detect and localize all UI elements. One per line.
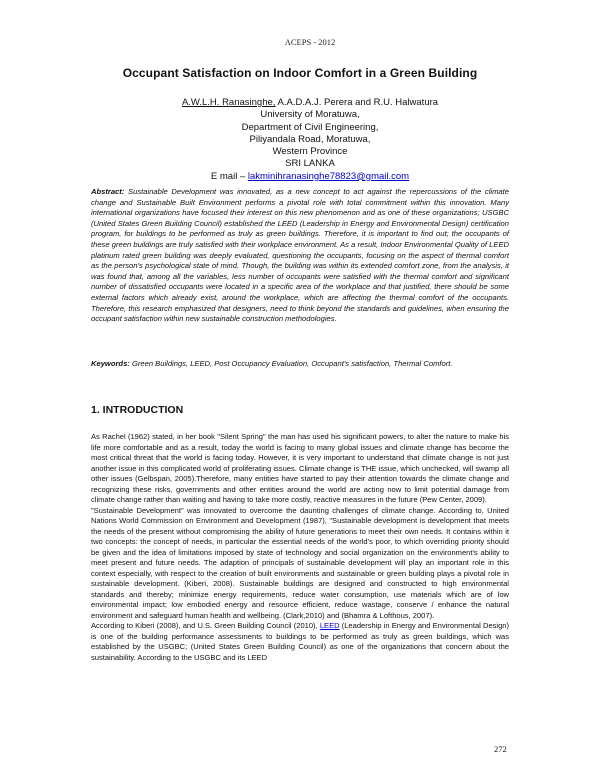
first-author: A.W.L.H. Ranasinghe, — [181, 97, 276, 108]
author-line — [20, 97, 600, 109]
keywords-label: Keywords: — [91, 359, 130, 368]
keywords-text: Green Buildings, LEED, Post Occupancy Evaluation, Occupant's satisfaction, Thermal Comfort. — [129, 359, 453, 368]
section-heading: 1. INTRODUCTION — [91, 404, 184, 416]
affiliation-line-2: Department of Civil Engineering, — [241, 121, 379, 133]
paragraph-3-start: According to Kiberi (2008), and U.S. Green Building Council (2010), — [91, 621, 320, 630]
paragraph-3 — [91, 621, 509, 663]
email-link[interactable]: lakminihranasinghe78823@gmail.com — [247, 170, 410, 182]
author-block — [0, 97, 600, 183]
leed-link[interactable]: LEED — [319, 621, 340, 630]
email-label: E mail – — [210, 170, 248, 182]
paragraph-2: "Sustainable Development" was innovated to overcome the daunting challenges of climate change. According to, United Nations World Commission on Environment and Development (1987), "Sustainable development is development that meets the needs of the present without compromising the ability of future generations to meet their own needs. It contains within it two concepts: the concept of needs, in particular the essential needs of the world's poor, to which overriding priority should be given and the idea of limitations imposed by state of technology and social organization on the environment's ability to meet present and future needs. The adaption of principals of sustainable development will play an important role in this context especially, with respect to the creation of built environments and sustainable or green building plays a pivotal role in sustainable development. (Kiberi, 2008). Sustainable buildings are designed and constructed to high environmental standards and thereby; minimize energy requirements, reduce water consumption, use materials which are of low environmental impact; low embodied energy and resource efficient, reduce wastage, conserve / enhance the natural environment and safeguard human health and wellbeing. (Clark,2010) and (Bhamra & Lofthous, 2007). — [91, 505, 509, 620]
keywords — [91, 359, 509, 370]
affiliation-line-1: University of Moratuwa, — [260, 109, 360, 121]
email-line — [20, 171, 600, 183]
page-number: 272 — [494, 744, 507, 754]
introduction-body — [91, 432, 509, 663]
other-authors: A.A.D.A.J. Perera and R.U. Halwatura — [275, 97, 439, 108]
paper-title: Occupant Satisfaction on Indoor Comfort in a Green Building — [122, 66, 478, 80]
affiliation-line-5: SRI LANKA — [285, 158, 335, 170]
paragraph-1: As Rachel (1962) stated, in her book "Silent Spring" the man has used his significant powers, to alter the nature to make his life more comfortable and as a result, today the world is facing to many global issues and climate change has become the most critical threat that the world is facing today. However, it is very important to understand that climate change is not just another issue in this complicated world of proliferating issues. Climate change is THE issue, which unchecked, will swamp all other issues (Gelbspan, 2005).Therefore, many entities have started to pay their attention towards the climate change and recognizing these risks, governments and other entities around the world are acting now to limit potential damage from climate change rather than waiting and having to take more costly, reactive measures in the future (Pew Center, 2009). — [91, 432, 509, 504]
abstract-label: Abstract: — [91, 187, 125, 196]
paragraph-3-end: (Leadership in Energy and Environmental Design) is one of the building performance assessments to buildings to be performed as truly as green buildings, which was established by the USGBC; (United States Green Building Council) as one of the organizations that concern about the sustainability. According to the USGBC and its LEED — [91, 621, 509, 662]
affiliation-line-4: Western Province — [272, 146, 348, 158]
affiliation-line-3: Piliyandala Road, Moratuwa, — [249, 133, 371, 145]
abstract-text: Sustainable Development was innovated, as a new concept to act against the repercussions of the climate change and Sustainable Built Environment performs a pivotal role with total commitment within this innovation. Many international organizations have focused their interest on this new phenomenon and as one of these organizations; USGBC (United States Green Building Council) established the LEED (Leadership in Energy and Environmental Design) certification program, for buildings to be performed as truly as green buildings. Therefore, it is important to find out; the occupants of these green buildings are truly satisfied with their workplace environment. As a result, Indoor Environmental Quality of LEED platinum rated green building was deeply evaluated, questioning the occupants, focusing on the aspect of thermal comfort as the person's psychological state of mind. Though, the building was within its extended comfort zone, from the analysis, it was found that, among all the variables, less number of occupants were satisfied with the thermal comfort and significant number of dissatisfied occupants were located in a specific area of the workplace and that justified, there should be some external factors which already exist, around the workplace, which are affecting the thermal comfort of the occupants. Therefore, this research emphasized that designers, need to think beyond the standards and guidelines, when ensuring the occupant satisfaction within new sustainable construction methodologies. — [91, 187, 509, 324]
abstract — [91, 187, 509, 325]
conference-header: ACEPS - 2012 — [284, 37, 336, 47]
